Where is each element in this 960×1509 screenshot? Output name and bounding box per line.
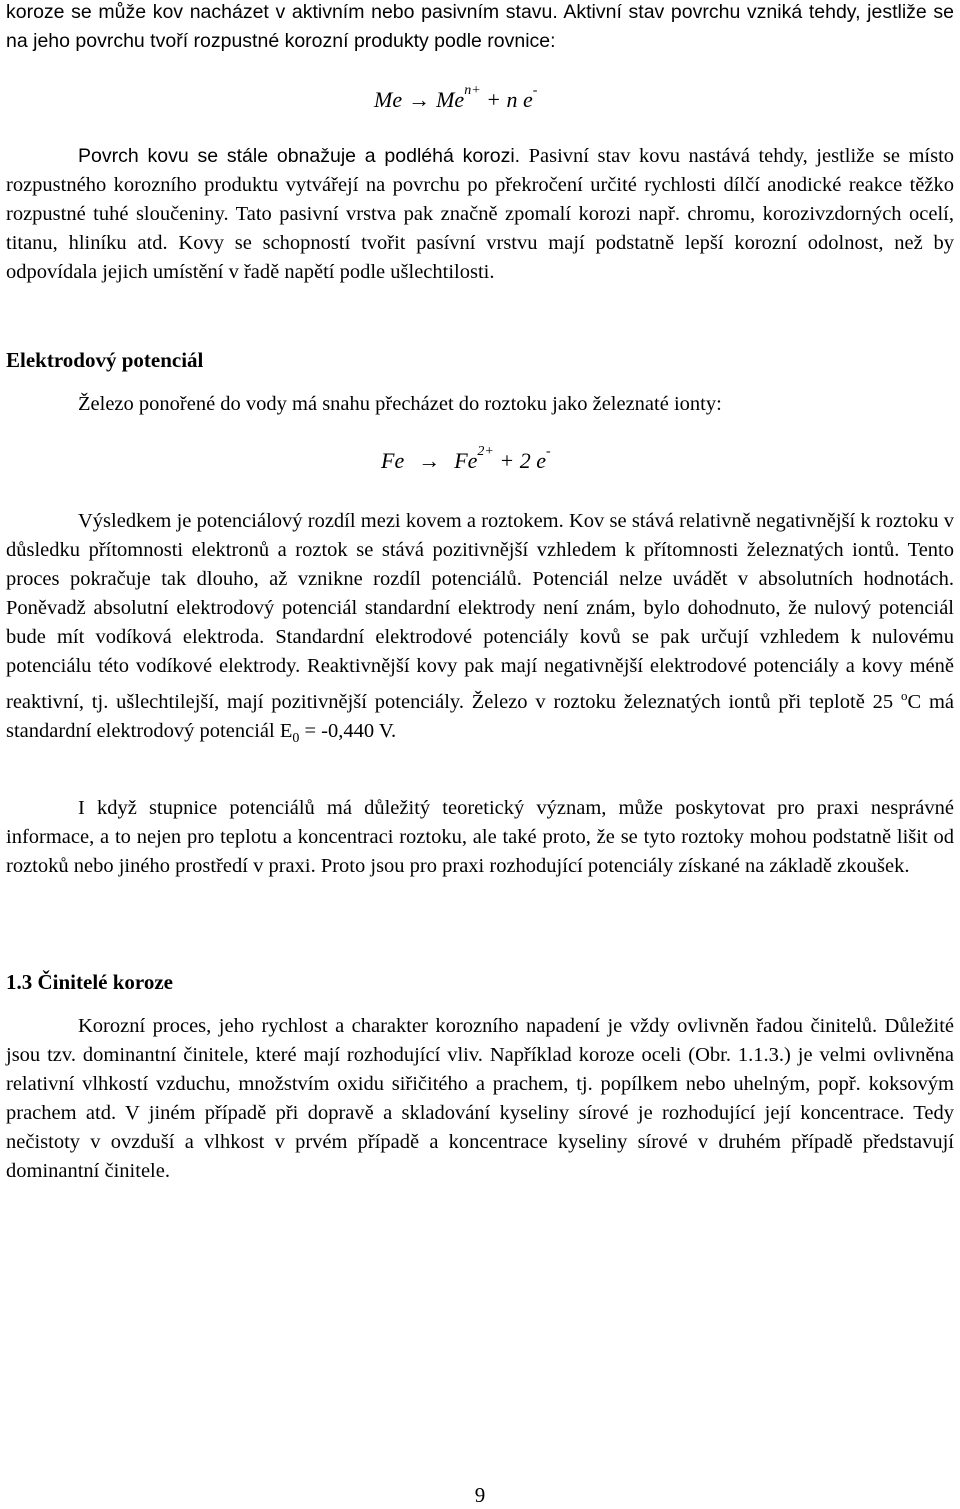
paragraph-iron-immersed: Železo ponořené do vody má snahu přecházet do roztoku jako železnaté ionty: (78, 393, 722, 415)
heading-electrode-potential: Elektrodový potenciál (6, 348, 204, 372)
equation-minus: - (545, 444, 551, 459)
page-number: 9 (474, 1483, 486, 1507)
equation-rhs: Me (436, 87, 465, 112)
paragraph-text: = -0,440 V. (299, 719, 397, 742)
equation-lhs: Me (374, 87, 403, 112)
degree-symbol: o (900, 688, 908, 703)
equation-tail: + 2 e (499, 448, 546, 473)
equation-rhs: Fe (454, 448, 478, 473)
paragraph-corrosion-factors: Korozní proces, jeho rychlost a charakter korozního napadení je vždy ovlivněn řadou činitelů. Důležité jsou tzv. dominantní činitele, které mají rozhodující vliv. Například koroze oceli (Obr. 1.1.3.) je velmi ovlivněna relativní vlhkostí vzduchu, množstvím oxidu siřičitého a prachem, tj. popílkem nebo uhelným, popř. koksovým prachem atd. V jiném případě při dopravě a skladování kyseliny sírové je rozhodující její koncentrace. Tedy nečistoty v ovzduší a vlhkost v prvém případě a koncentrace kyseliny sírové v druhém případě představují dominantní činitele. (6, 1015, 954, 1182)
arrow-icon: → (418, 448, 441, 473)
equation-minus: - (532, 83, 538, 98)
paragraph-potential-scale: I když stupnice potenciálů má důležitý teoretický význam, může poskytovat pro praxi nesprávné informace, a to nejen pro teplotu a koncentraci roztoku, ale také proto, že se tyto roztoky mohou podstatně lišit od roztoků nebo jiného prostředí v praxi. Proto jsou pro praxi rozhodující potenciály získané na základě zkoušek. (6, 797, 954, 877)
subscript-zero: 0 (292, 730, 300, 746)
equation-lhs: Fe (381, 448, 405, 473)
arrow-icon: → (408, 87, 431, 112)
equation-iron-ionization (381, 444, 551, 474)
equation-superscript: 2+ (477, 444, 494, 459)
paragraph-potential-difference (6, 507, 954, 753)
equation-superscript: n+ (464, 83, 481, 98)
equation-metal-ionization (374, 83, 538, 113)
paragraph-text: C má standardní elektrodový potenciál E (6, 690, 954, 742)
paragraph-intro: koroze se může kov nacházet v aktivním nebo pasivním stavu. Aktivní stav povrchu vzniká tehdy, jestliže se na jeho povrchu tvoří rozpustné korozní produkty podle rovnice: (6, 1, 954, 52)
paragraph-text: Výsledkem je potenciálový rozdíl mezi kovem a roztokem. Kov se stává relativně negativnější k roztoku v důsledku přítomnosti elektronů a roztok se stává pozitivnější vzhledem k přítomnosti železnatých iontů. Tento proces pokračuje tak dlouho, až vznikne rozdíl potenciálů. Potenciál nelze uvádět v absolutních hodnotách. Poněvadž absolutní elektrodový potenciál standardní elektrody není znám, bylo dohodnuto, že nulový potenciál bude mít vodíková elektroda. Standardní elektrodové potenciály kovů se pak určují vzhledem k nulovému potenciálu této vodíkové elektrody. Reaktivnější kovy pak mají negativnější elektrodové potenciály a kovy méně reaktivní, tj. ušlechtilejší, mají pozitivnější potenciály. Železo v roztoku železnatých iontů při teplotě 25 (6, 510, 954, 713)
heading-corrosion-factors: 1.3 Činitelé koroze (6, 970, 173, 994)
paragraph-passive-state (6, 142, 954, 287)
paragraph-serif-part: Pasivní stav kovu nastává tehdy, jestliže se místo rozpustného korozního produktu vytvářejí na povrchu po překročení určité rychlosti dílčí anodické reakce těžko rozpustné tuhé sloučeniny. Tato pasivní vrstva pak značně zpomalí korozi např. chromu, korozivzdorných ocelí, titanu, hliníku atd. Kovy se schopností tvořit pasívní vrstvu mají podstatně lepší korozní odolnost, než by odpovídala jejich umístění v řadě napětí podle ušlechtilosti. (6, 145, 955, 283)
equation-tail: + n e (486, 87, 533, 112)
paragraph-sans-part: Povrch kovu se stále obnažuje a podléhá korozi. (78, 145, 521, 167)
